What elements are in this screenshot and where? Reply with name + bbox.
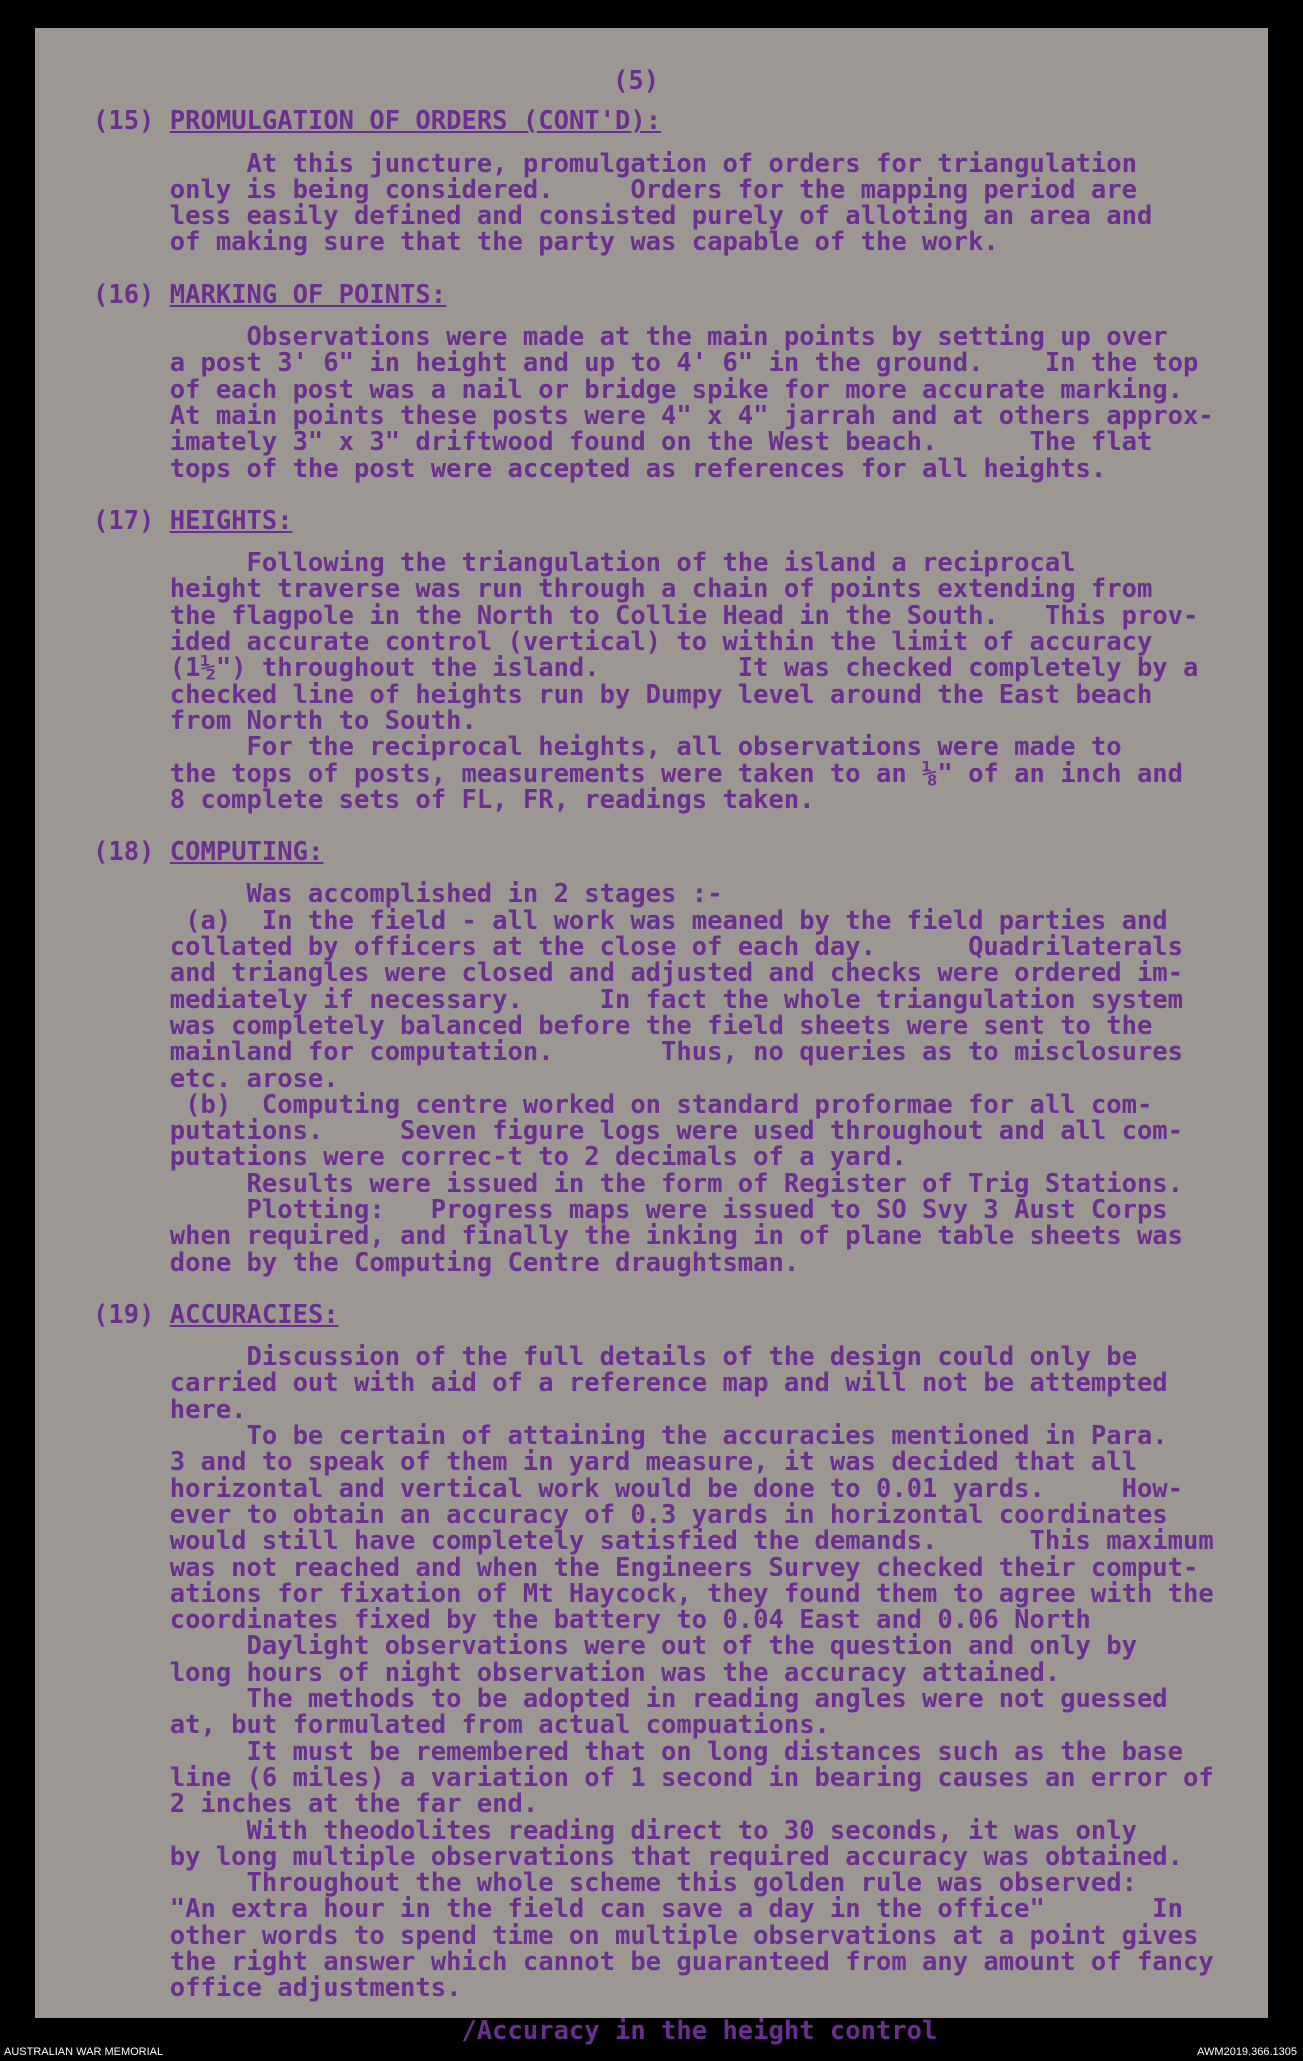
text-line: For the reciprocal heights, all observations were made to	[93, 732, 1122, 763]
text-line: 2 inches at the far end.	[93, 1789, 539, 1820]
text-line: the right answer which cannot be guaranteed from any amount of fancy	[93, 1947, 1214, 1977]
text-line: Results were issued in the form of Register of Trig Stations.	[93, 1168, 1184, 1199]
footer-institution: AUSTRALIAN WAR MEMORIAL	[4, 2046, 164, 2058]
section-number: (18)	[93, 837, 155, 868]
text-line: of making sure that the party was capable of the work.	[93, 227, 999, 258]
text-line: 8 complete sets of FL, FR, readings taken.	[93, 784, 815, 815]
text-line: Throughout the whole scheme this golden rule was observed:	[93, 1868, 1137, 1899]
text-line: coordinates fixed by the battery to 0.04 East and 0.06 North	[93, 1605, 1091, 1636]
text-line: Discussion of the full details of the design could only be	[93, 1342, 1137, 1373]
section-number: (15)	[93, 106, 155, 137]
section	[93, 1299, 1283, 2004]
section-title: PROMULGATION OF ORDERS (CONT'D):	[169, 106, 662, 137]
catchword: /Accuracy in the height control	[93, 2015, 938, 2046]
text-line: when required, and finally the inking in of plane table sheets was	[93, 1221, 1184, 1252]
text-line: a post 3' 6" in height and up to 4' 6" in the ground. In the top	[93, 348, 1199, 379]
text-line: imately 3" x 3" driftwood found on the West beach. The flat	[93, 427, 1153, 458]
document-page	[35, 28, 1268, 2046]
text-line: etc. arose.	[93, 1063, 339, 1094]
text-line: At main points these posts were 4" x 4" jarrah and at others approx-	[93, 400, 1214, 431]
text-line: putations. Seven figure logs were used throughout and all com-	[93, 1116, 1184, 1147]
text-line: It must be remembered that on long distances such as the base	[93, 1736, 1184, 1767]
text-line: only is being considered. Orders for the mapping period are	[93, 174, 1137, 205]
text-line: ations for fixation of Mt Haycock, they found them to agree with the	[93, 1578, 1214, 1609]
text-line: ided accurate control (vertical) to within the limit of accuracy	[93, 627, 1153, 658]
section-heading	[93, 106, 1283, 137]
text-line: horizontal and vertical work would be done to 0.01 yards. How-	[93, 1473, 1184, 1504]
section	[93, 106, 1283, 258]
section-title: ACCURACIES:	[169, 1299, 339, 1330]
text-line: Plotting: Progress maps were issued to SO Svy 3 Aust Corps	[93, 1194, 1168, 1225]
text-line: height traverse was run through a chain of points extending from	[93, 574, 1153, 605]
text-line: office adjustments.	[93, 1973, 462, 2004]
text-line: of each post was a nail or bridge spike for more accurate marking.	[93, 374, 1184, 405]
text-line: Daylight observations were out of the question and only by	[93, 1631, 1137, 1662]
text-line: was completely balanced before the field sheets were sent to the	[93, 1010, 1153, 1041]
text-line: checked line of heights run by Dumpy level around the East beach	[93, 679, 1153, 710]
section-heading	[93, 505, 1283, 536]
text-line: ever to obtain an accuracy of 0.3 yards in horizontal coordinates	[93, 1499, 1168, 1530]
text-line: the tops of posts, measurements were taken to an ⅛" of an inch and	[93, 758, 1184, 789]
section-heading	[93, 279, 1283, 310]
text-line: here.	[93, 1394, 247, 1425]
text-line: Observations were made at the main points by setting up over	[93, 322, 1168, 353]
section-heading	[93, 837, 1283, 868]
section	[93, 279, 1283, 484]
section-number: (16)	[93, 279, 155, 310]
text-line: at, but formulated from actual compuations.	[93, 1710, 830, 1741]
page-number: (5)	[613, 66, 660, 96]
text-line: putations were correc-t to 2 decimals of a yard.	[93, 1142, 907, 1173]
text-line: long hours of night observation was the accuracy attained.	[93, 1657, 1061, 1688]
typed-text-body	[93, 68, 1283, 2044]
text-line: other words to spend time on multiple observations at a point gives	[93, 1920, 1199, 1951]
text-line: would still have completely satisfied the demands. This maximum	[93, 1526, 1214, 1557]
text-line: Following the triangulation of the island a reciprocal	[93, 548, 1076, 579]
text-line: and triangles were closed and adjusted and checks were ordered im-	[93, 958, 1184, 989]
text-line: (b) Computing centre worked on standard proformae for all com-	[93, 1089, 1153, 1120]
text-line: "An extra hour in the field can save a day in the office" In	[93, 1894, 1184, 1925]
text-line: collated by officers at the close of each day. Quadrilaterals	[93, 932, 1184, 963]
text-line: from North to South.	[93, 705, 477, 736]
section-title: HEIGHTS:	[169, 505, 293, 536]
text-line: line (6 miles) a variation of 1 second in bearing causes an error of	[93, 1762, 1214, 1793]
text-line: At this juncture, promulgation of orders for triangulation	[93, 148, 1137, 179]
text-line: (1½") throughout the island. It was checked completely by a	[93, 653, 1199, 684]
text-line: the flagpole in the North to Collie Head in the South. This prov-	[93, 600, 1199, 631]
text-line: To be certain of attaining the accuracies mentioned in Para.	[93, 1421, 1168, 1452]
section-title: MARKING OF POINTS:	[169, 279, 447, 310]
section-number: (19)	[93, 1299, 155, 1330]
text-line: Was accomplished in 2 stages :-	[93, 879, 723, 910]
text-line: done by the Computing Centre draughtsman.	[93, 1247, 800, 1278]
section-number: (17)	[93, 505, 155, 536]
text-line: mainland for computation. Thus, no queries as to misclosures	[93, 1037, 1184, 1068]
text-line: less easily defined and consisted purely of alloting an area and	[93, 201, 1153, 232]
text-line: was not reached and when the Engineers Survey checked their comput-	[93, 1552, 1199, 1583]
sections-container	[93, 106, 1283, 2004]
section-heading	[93, 1299, 1283, 1330]
text-line: tops of the post were accepted as references for all heights.	[93, 453, 1107, 484]
text-line: The methods to be adopted in reading angles were not guessed	[93, 1684, 1168, 1715]
text-line: carried out with aid of a reference map and will not be attempted	[93, 1368, 1168, 1399]
text-line: mediately if necessary. In fact the whole triangulation system	[93, 984, 1184, 1015]
section	[93, 505, 1283, 815]
section-title: COMPUTING:	[169, 837, 324, 868]
text-line: With theodolites reading direct to 30 seconds, it was only	[93, 1815, 1137, 1846]
section	[93, 839, 1283, 1276]
text-line: by long multiple observations that required accuracy was obtained.	[93, 1841, 1184, 1872]
footer-accession-number: AWM2019.366.1305	[1197, 2046, 1297, 2058]
text-line: (a) In the field - all work was meaned by the field parties and	[93, 905, 1168, 936]
text-line: 3 and to speak of them in yard measure, it was decided that all	[93, 1447, 1137, 1478]
